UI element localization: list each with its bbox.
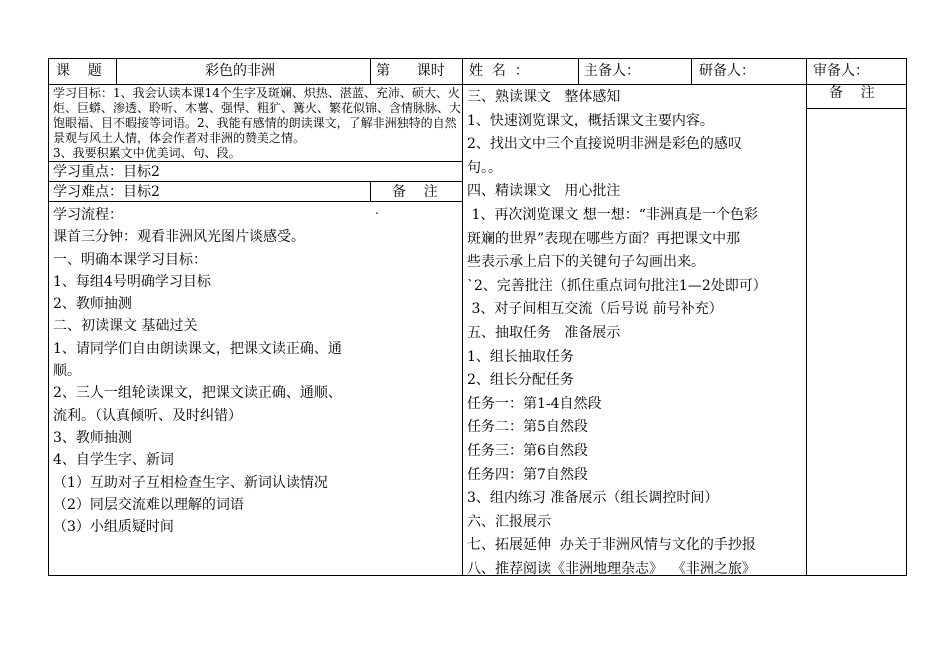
flow-line: 五、抽取任务 准备展示	[467, 324, 621, 341]
topic-value: 彩色的非洲	[205, 63, 275, 79]
table-border-left	[48, 58, 49, 576]
flow-line: 4、自学生字、新词	[53, 452, 174, 469]
flow-line: （2）同层交流难以理解的词语	[53, 496, 244, 513]
goals-row-divider	[48, 161, 462, 162]
learning-goals	[53, 86, 461, 161]
flow-line: 3、组内练习 准备展示（组长调控时间）	[467, 490, 719, 507]
flow-line: 任务一：第1-4自然段	[467, 395, 602, 412]
flow-line: 1、快速浏览课文，概括课文主要内容。	[467, 112, 714, 129]
period-label: 第 课时	[376, 63, 445, 79]
flow-line: 课首三分钟：观看非洲风光图片谈感受。	[53, 229, 305, 246]
learning-goals-accumulate: 3、我要积累文中优美词、句、段。	[53, 146, 241, 160]
flow-line: 六、汇报展示	[467, 513, 551, 530]
flow-line: `2、完善批注（抓住重点词句批注1—2处即可）	[467, 277, 767, 294]
name-label: 姓 名 ：	[469, 63, 529, 79]
name-divider	[578, 58, 579, 85]
flow-line: 些表示承上启下的关键句子勾画出来。	[467, 254, 705, 271]
flow-line: 任务三：第6自然段	[467, 442, 588, 459]
main-prep-divider	[691, 58, 692, 85]
flow-line: 2、三人一组轮读课文，把课文读正确、通顺、	[53, 385, 342, 402]
flow-line: 顺。	[53, 363, 81, 380]
flow-line: 1、每组4号明确学习目标	[53, 273, 211, 290]
topic-label-divider	[116, 58, 117, 85]
header-row-divider	[48, 84, 907, 85]
flow-line: 1、请同学们自由朗读课文，把课文读正确、通	[53, 340, 342, 357]
flow-line: 八、推荐阅读《非洲地理杂志》 《非洲之旅》	[467, 560, 756, 577]
flow-line: 1、再次浏览课文 想一想：“非洲真是一个色彩	[467, 206, 758, 223]
table-border-top	[48, 58, 907, 59]
flow-line: 任务四：第7自然段	[467, 466, 588, 483]
main-prep-label: 主备人：	[584, 63, 640, 79]
flow-line: 一、明确本课学习目标：	[53, 251, 207, 268]
learning-goals-main: 学习目标：1、我会认读本课14个生字及斑斓、炽热、湛蓝、充沛、硕大、火炬、巨蟒、渗透、聆听、木薯、强悍、粗犷、篝火、繁花似锦、含情脉脉、大饱眼福、目不暇接等词语。2、我能有感情的朗读课文，了解非洲独特的自然景观与风土人情，体会作者对非洲的赞美之情。	[53, 86, 462, 145]
flow-line: 3、教师抽测	[53, 429, 132, 446]
flow-line: 三、熟读课文 整体感知	[467, 89, 621, 105]
flow-line: （1）互助对子互相检查生字、新词认读情况	[53, 474, 328, 491]
notes-dot: .	[375, 203, 379, 217]
notes-column-divider	[370, 181, 371, 201]
flow-line: 2、找出文中三个直接说明非洲是彩色的感叹	[467, 136, 742, 153]
flow-line: 任务二：第5自然段	[467, 419, 588, 436]
flow-line: 句。。	[467, 159, 502, 176]
key-point-divider	[48, 181, 462, 182]
review-prep-label: 审备人：	[813, 63, 869, 79]
table-border-right	[906, 58, 907, 576]
difficulty-divider	[48, 201, 462, 202]
key-point: 学习重点：目标2	[53, 164, 160, 180]
topic-value-divider	[370, 58, 371, 85]
flow-line: 1、组长抽取任务	[467, 348, 574, 365]
right-notes-divider	[806, 58, 807, 576]
flow-line: 流利。（认真倾听、及时纠错）	[53, 407, 242, 424]
notes-label-left: 备 注	[392, 184, 438, 200]
flow-line: 2、组长分配任务	[467, 372, 574, 389]
flow-line: 四、精读课文 用心批注	[467, 183, 621, 200]
flow-line: 二、初读课文 基础过关	[53, 318, 198, 335]
topic-label: 课 题	[56, 63, 102, 79]
notes-header-divider	[806, 108, 907, 109]
flow-line: 3、对子间相互交流（后号说 前号补充）	[467, 301, 723, 318]
flow-line: 学习流程：	[53, 207, 123, 223]
notes-label-right: 备 注	[829, 85, 875, 101]
right-flow	[467, 86, 767, 581]
center-divider	[462, 58, 463, 576]
left-flow	[53, 204, 342, 538]
flow-line: （3）小组质疑时间	[53, 519, 174, 536]
flow-line: 斑斓的世界”表现在哪些方面？再把课文中那	[467, 230, 741, 247]
flow-line: 2、教师抽测	[53, 296, 132, 313]
flow-line: 七、拓展延伸 办关于非洲风情与文化的手抄报	[467, 537, 756, 554]
research-prep-label: 研备人：	[699, 63, 755, 79]
difficulty: 学习难点：目标2	[53, 184, 160, 200]
